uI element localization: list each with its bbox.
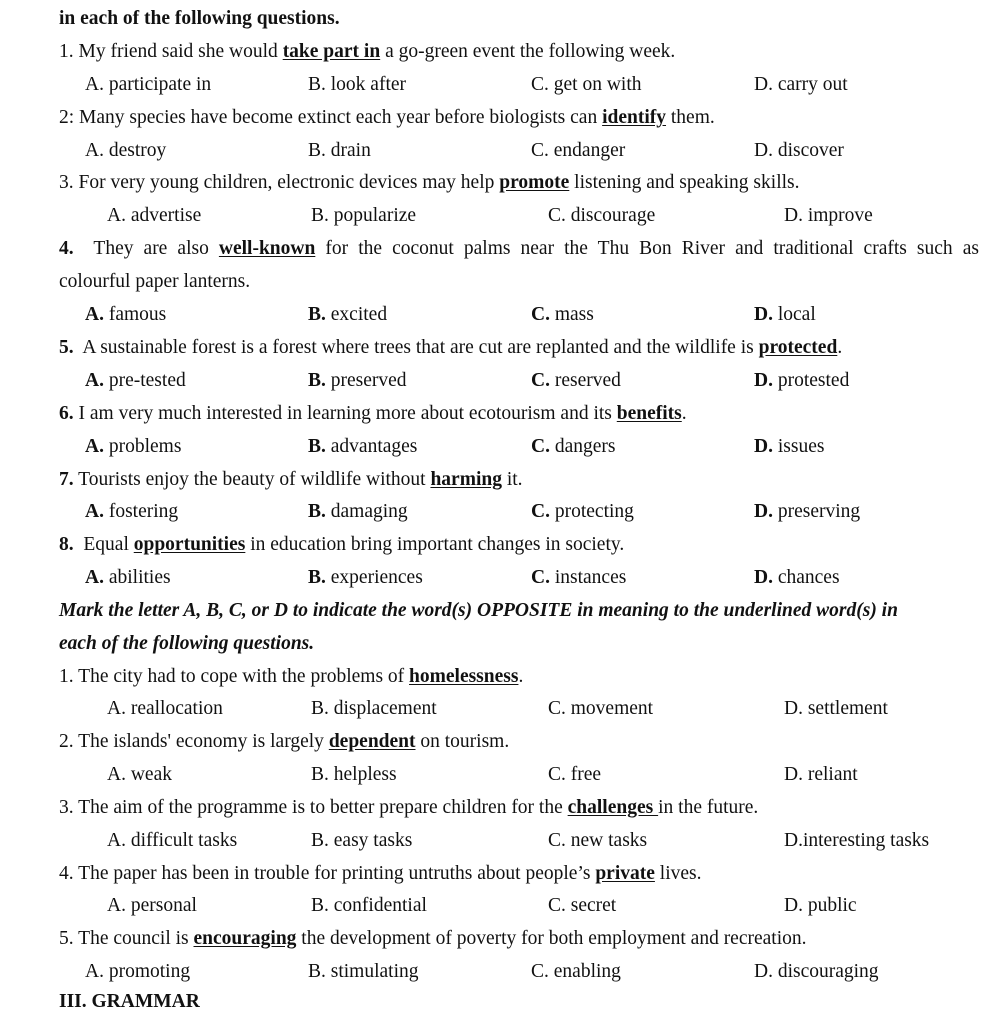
option-d[interactable] [754, 73, 848, 97]
option-letter: C. [531, 370, 550, 391]
question-number: 2: [59, 107, 75, 128]
stem-text: For very young children, electronic devices may help [78, 172, 500, 193]
option-text: famous [108, 304, 167, 325]
stem-text: Equal [83, 534, 134, 555]
question-stem [59, 106, 715, 130]
section-instruction: Mark the letter A, B, C, or D to indicate the word(s) OPPOSITE in meaning to the underlined word(s) in [59, 600, 898, 621]
option-text: advertise [130, 205, 202, 226]
stem-text: Tourists enjoy the beauty of wildlife without [78, 469, 431, 490]
question-stem [59, 40, 675, 64]
option-letter: D. [754, 140, 773, 161]
option-c[interactable] [531, 435, 616, 459]
section-instruction-tail: in each of the following questions. [59, 8, 340, 29]
option-b[interactable] [308, 139, 371, 163]
option-text: mass [554, 304, 594, 325]
option-text: experiences [330, 567, 423, 588]
option-text: dangers [554, 436, 616, 457]
question-stem [59, 336, 842, 360]
option-c[interactable] [531, 500, 634, 524]
option-d[interactable] [784, 204, 873, 228]
question-stem [59, 533, 624, 557]
option-letter: A. [85, 74, 104, 95]
option-b[interactable] [308, 73, 406, 97]
underlined-word: encouraging [193, 928, 297, 949]
stem-text: in education bring important changes in society. [245, 534, 625, 555]
underlined-word: promote [499, 172, 570, 193]
option-letter: B. [308, 501, 326, 522]
option-text: damaging [330, 501, 408, 522]
question-number: 1. [59, 41, 74, 62]
option-letter: C. [531, 501, 550, 522]
underlined-word: dependent [328, 731, 416, 752]
option-c[interactable] [531, 139, 625, 163]
option-letter: C. [531, 436, 550, 457]
section-instruction: each of the following questions. [59, 633, 315, 654]
option-text: discourage [570, 205, 656, 226]
underlined-word: well-known [218, 238, 316, 259]
option-c[interactable]: C. enabling [531, 961, 621, 982]
option-text: local [777, 304, 816, 325]
option-c[interactable] [531, 369, 621, 393]
underlined-word: identify [602, 107, 667, 128]
option-a[interactable] [85, 73, 211, 97]
question-number: 3. [59, 172, 74, 193]
option-letter: B. [308, 436, 326, 457]
option-b[interactable] [308, 369, 407, 393]
option-text: excited [330, 304, 388, 325]
option-d[interactable]: D. discouraging [754, 961, 879, 982]
option-a[interactable] [85, 303, 166, 327]
question-number: 1. [59, 666, 74, 687]
question-number: 5. [59, 928, 74, 949]
underlined-word: challenges [567, 797, 659, 818]
option-text: participate in [108, 74, 212, 95]
option-a[interactable]: A. promoting [85, 961, 191, 982]
option-c[interactable] [548, 204, 655, 228]
option-letter: A. [85, 140, 104, 161]
option-text: abilities [108, 567, 171, 588]
option-text: advantages [330, 436, 418, 457]
option-b[interactable]: B. stimulating [308, 961, 419, 982]
option-a[interactable]: A. difficult tasks [107, 830, 238, 851]
question-stem [59, 927, 807, 951]
option-c[interactable]: C. movement [548, 698, 654, 719]
question-stem [59, 665, 523, 689]
question-stem [59, 730, 509, 754]
option-d[interactable] [754, 303, 816, 327]
next-section-heading-clipped [59, 990, 259, 1012]
option-text: destroy [108, 140, 167, 161]
option-b[interactable] [308, 303, 387, 327]
option-text: discover [777, 140, 844, 161]
question-number: 5. [59, 337, 74, 358]
option-letter: C. [531, 74, 549, 95]
option-letter: C. [531, 304, 550, 325]
option-text: get on with [553, 74, 642, 95]
question-stem [59, 402, 687, 426]
stem-text: it. [501, 469, 523, 490]
stem-text: The islands' economy is largely [78, 731, 329, 752]
stem-text: The council is [78, 928, 194, 949]
option-letter: D. [754, 567, 773, 588]
option-letter: B. [308, 304, 326, 325]
option-letter: D. [784, 205, 803, 226]
underlined-word: opportunities [133, 534, 246, 555]
stem-text: I am very much interested in learning more about ecotourism and its [78, 403, 617, 424]
option-b[interactable] [308, 500, 408, 524]
option-letter: B. [308, 370, 326, 391]
option-c[interactable]: C. free [548, 764, 602, 785]
option-c[interactable] [531, 566, 626, 590]
option-text: preserved [330, 370, 407, 391]
option-text: protecting [554, 501, 634, 522]
option-a[interactable]: A. personal [107, 895, 197, 916]
stem-text: listening and speaking skills. [569, 172, 800, 193]
stem-text: . [681, 403, 687, 424]
option-a[interactable] [85, 500, 178, 524]
option-a[interactable] [85, 435, 181, 459]
option-d[interactable] [754, 435, 824, 459]
option-letter: C. [548, 205, 566, 226]
option-b[interactable]: B. confidential [311, 895, 427, 916]
option-text: popularize [333, 205, 417, 226]
option-c[interactable]: C. new tasks [548, 830, 648, 851]
underlined-word: private [595, 863, 655, 884]
stem-text: . [837, 337, 843, 358]
option-text: issues [777, 436, 825, 457]
option-d[interactable]: D. reliant [784, 764, 858, 785]
option-letter: A. [107, 205, 126, 226]
option-c[interactable] [531, 73, 642, 97]
question-stem-continuation: colourful paper lanterns. [59, 271, 251, 292]
stem-text: for the coconut palms near the Thu Bon River and traditional crafts such as [315, 238, 979, 259]
option-letter: A. [85, 501, 104, 522]
option-letter: A. [85, 436, 104, 457]
option-text: carry out [777, 74, 848, 95]
option-d[interactable] [754, 369, 849, 393]
option-text: improve [807, 205, 873, 226]
question-number: 6. [59, 403, 74, 424]
option-text: preserving [777, 501, 861, 522]
question-number: 7. [59, 469, 74, 490]
option-letter: A. [85, 370, 104, 391]
stem-text: A sustainable forest is a forest where trees that are cut are replanted and the wildlife is [82, 337, 759, 358]
option-a[interactable] [85, 139, 166, 163]
option-letter: B. [308, 74, 326, 95]
option-b[interactable] [308, 566, 423, 590]
question-stem [59, 468, 523, 492]
question-number: 4. [59, 238, 74, 259]
option-text: chances [777, 567, 840, 588]
option-letter: B. [308, 567, 326, 588]
stem-text: . [518, 666, 524, 687]
option-text: pre-tested [108, 370, 186, 391]
option-text: protested [777, 370, 850, 391]
option-c[interactable] [531, 303, 594, 327]
option-d[interactable]: D.interesting tasks [784, 830, 930, 851]
stem-text: My friend said she would [78, 41, 283, 62]
stem-text: on tourism. [415, 731, 510, 752]
underlined-word: protected [758, 337, 838, 358]
stem-text: They are also [93, 238, 219, 259]
option-text: instances [554, 567, 627, 588]
option-text: problems [108, 436, 182, 457]
option-b[interactable]: B. helpless [311, 764, 397, 785]
question-number: 8. [59, 534, 74, 555]
option-letter: A. [85, 304, 104, 325]
question-stem [59, 171, 800, 195]
underlined-word: benefits [616, 403, 682, 424]
option-text: look after [330, 74, 407, 95]
question-stem [59, 237, 979, 261]
option-text: reserved [554, 370, 621, 391]
option-d[interactable] [754, 500, 860, 524]
option-letter: D. [754, 370, 773, 391]
stem-text: The paper has been in trouble for printing untruths about people’s [78, 863, 596, 884]
option-a[interactable] [85, 566, 171, 590]
option-b[interactable] [308, 435, 417, 459]
option-a[interactable]: A. reallocation [107, 698, 223, 719]
stem-text: the development of poverty for both employment and recreation. [296, 928, 807, 949]
underlined-word: harming [430, 469, 502, 490]
option-d[interactable]: D. public [784, 895, 857, 916]
option-letter: D. [754, 304, 773, 325]
option-letter: C. [531, 567, 550, 588]
question-number: 2. [59, 731, 74, 752]
question-number: 3. [59, 797, 74, 818]
option-text: fostering [108, 501, 179, 522]
option-text: endanger [553, 140, 626, 161]
stem-text: The city had to cope with the problems of [78, 666, 410, 687]
option-b[interactable]: B. easy tasks [311, 830, 413, 851]
stem-text: in the future. [658, 797, 759, 818]
question-stem [59, 862, 702, 886]
option-b[interactable] [311, 204, 416, 228]
option-a[interactable] [85, 369, 186, 393]
next-section-heading: III. GRAMMAR [59, 991, 200, 1012]
option-text: drain [330, 140, 371, 161]
option-d[interactable]: D. settlement [784, 698, 888, 719]
stem-text: lives. [654, 863, 702, 884]
option-letter: D. [754, 436, 773, 457]
stem-text: Many species have become extinct each year before biologists can [79, 107, 603, 128]
option-d[interactable] [754, 139, 844, 163]
question-stem [59, 796, 758, 820]
stem-text: them. [666, 107, 715, 128]
option-letter: D. [754, 501, 773, 522]
question-number: 4. [59, 863, 74, 884]
stem-text: a go-green event the following week. [380, 41, 676, 62]
option-a[interactable]: A. weak [107, 764, 172, 785]
option-letter: B. [311, 205, 329, 226]
option-letter: B. [308, 140, 326, 161]
underlined-word: homelessness [409, 666, 519, 687]
underlined-word: take part in [282, 41, 381, 62]
option-letter: C. [531, 140, 549, 161]
option-a[interactable] [107, 204, 201, 228]
option-b[interactable]: B. displacement [311, 698, 437, 719]
option-letter: A. [85, 567, 104, 588]
option-c[interactable]: C. secret [548, 895, 617, 916]
option-d[interactable] [754, 566, 840, 590]
option-letter: D. [754, 74, 773, 95]
stem-text: The aim of the programme is to better prepare children for the [78, 797, 568, 818]
